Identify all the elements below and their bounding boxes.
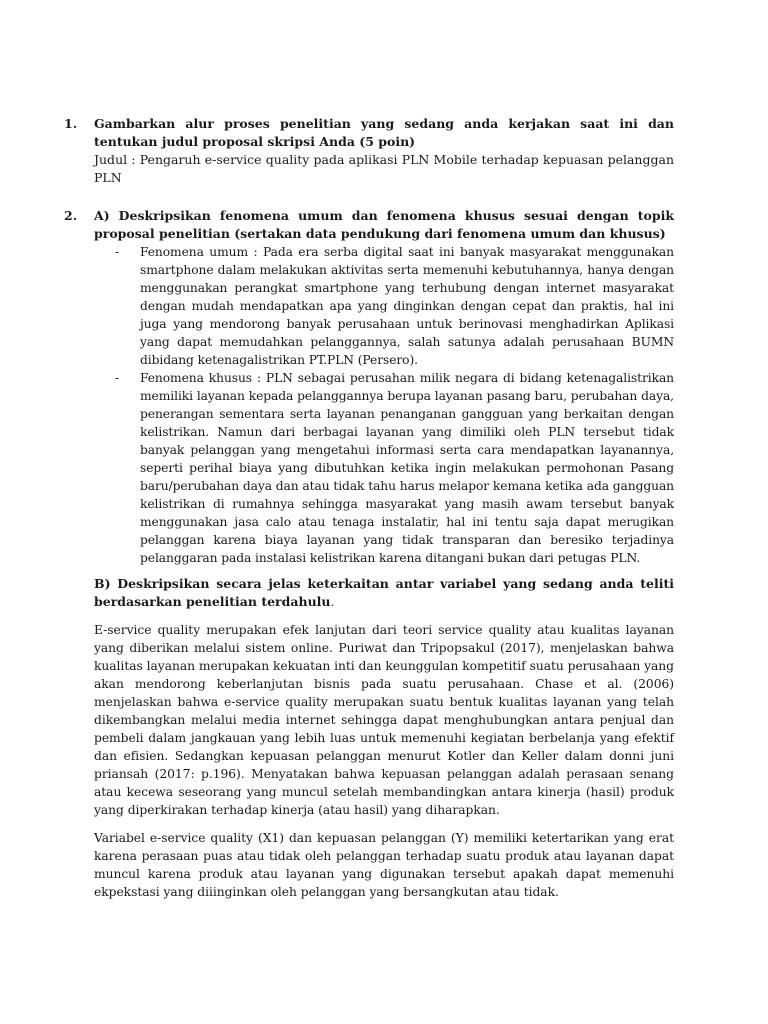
question-2b-suffix: .: [330, 594, 335, 609]
list-item-2: [64, 207, 674, 901]
item-content: [94, 207, 674, 901]
item-number: 1.: [64, 116, 78, 131]
bullet-text: Fenomena khusus : PLN sebagai perusahan milik negara di bidang ketenagalistrikan memiliki layanan kepada pelanggannya berupa layanan pasang baru, perubahan daya, penerangan sementara serta layanan penanganan gangguan yang berkaitan dengan kelistrikan. Namun dari berbagai layanan yang dimiliki oleh PLN tersebut tidak banyak pelanggan yang mengetahui informasi serta cara mendapatkan layanannya, seperti perihal biaya yang dibutuhkan ketika ingin melakukan permohonan Pasang baru/perubahan daya dan atau tidak tahu harus melapor kemana ketika ada gangguan kelistrikan di rumahnya sehingga masyarakat yang masih awam tersebut banyak menggunakan jasa calo atau tenaga instalatir, hal ini tentu saja dapat merugikan pelanggan karena biaya layanan yang tidak transparan dan beresiko terjadinya pelanggaran pada instalasi kelistrikan karena ditangani bukan dari petugas PLN.: [140, 371, 674, 565]
bullet-text: Fenomena umum : Pada era serba digital saat ini banyak masyarakat menggunakan smartphone dalam melakukan aktivitas serta memenuhi kebutuhannya, hanya dengan menggunakan perangkat smartphone yang terhubung dengan internet masyarakat dengan mudah mendapatkan apa yang dinginkan dengan cepat dan praktis, hal ini juga yang mendorong banyak perusahaan untuk berinovasi menghadirkan Aplikasi yang dapat memudahkan pelanggannya, salah satunya adalah perusahaan BUMN dibidang ketenagalistrikan PT.PLN (Persero).: [140, 245, 674, 367]
bullet-dash: -: [115, 245, 120, 259]
bullet-fenomena-khusus: [115, 369, 674, 567]
item-number: 2.: [64, 208, 78, 223]
question-2b-text: B) Deskripsikan secara jelas keterkaitan antar variabel yang sedang anda teliti berdasarkan penelitian terdahulu: [94, 576, 674, 609]
list-item-1: [64, 115, 674, 187]
paragraph-1: E-service quality merupakan efek lanjutan dari teori service quality atau kualitas layanan yang diberikan melalui sistem online. Puriwat dan Tripopsakul (2017), menjelaskan bahwa kualitas layanan merupakan kekuatan inti dan keunggulan kompetitif suatu perusahaan yang akan mendorong keberlanjutan bisnis pada suatu perusahaan. Chase et al. (2006) menjelaskan bahwa e-service quality merupakan suatu bentuk kualitas layanan yang telah dikembangkan melalui media internet sehingga dapat menghubungkan antara penjual dan pembeli dalam jangkauan yang lebih luas untuk memenuhi kegiatan berbelanja yang efektif dan efisien. Sedangkan kepuasan pelanggan menurut Kotler dan Keller dalam donni juni priansah (2017: p.196). Menyatakan bahwa kepuasan pelanggan adalah perasaan senang atau kecewa seseorang yang muncul setelah membandingkan antara kinerja (hasil) produk yang diperkirakan terhadap kinerja (atau hasil) yang diharapkan.: [94, 623, 674, 817]
question-2b: [94, 575, 674, 611]
paragraph-2: Variabel e-service quality (X1) dan kepuasan pelanggan (Y) memiliki ketertarikan yang erat karena perasaan puas atau tidak oleh pelanggan terhadap suatu produk atau layanan dapat muncul karena produk atau layanan yang digunakan tersebut apakah dapat memenuhi ekpekstasi yang diiinginkan oleh pelanggan yang bersangkutan atau tidak.: [94, 831, 674, 899]
question-2a: A) Deskripsikan fenomena umum dan fenomena khusus sesuai dengan topik proposal penelitian (sertakan data pendukung dari fenomena umum dan khusus): [94, 208, 674, 241]
question-1: Gambarkan alur proses penelitian yang sedang anda kerjakan saat ini dan tentukan judul proposal skripsi Anda (5 poin): [94, 116, 674, 149]
bullet-fenomena-umum: [115, 243, 674, 369]
item-content: [94, 115, 674, 187]
bullet-dash: -: [115, 371, 120, 385]
answer-title: Judul : Pengaruh e-service quality pada aplikasi PLN Mobile terhadap kepuasan pelanggan PLN: [94, 152, 674, 185]
